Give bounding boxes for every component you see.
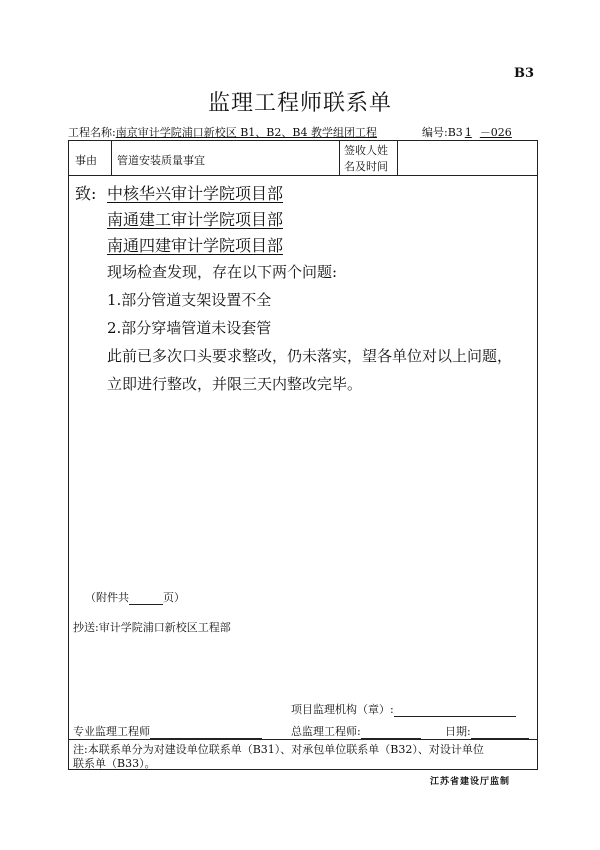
org-label: 项目监理机构（章）: [291,703,394,716]
org-blank [394,704,516,717]
form-code: B3 [514,66,535,81]
body-line-1: 现场检查发现，存在以下两个问题: [107,263,338,281]
page-title: 监理工程师联系单 [207,91,392,116]
project-info [68,124,377,140]
sign-label-line1: 签收人姓 [344,144,388,157]
recipient-3: 南通四建审计学院项目部 [107,236,284,255]
attachment-blank [129,592,163,605]
body-line-5: 立即进行整改，并限三天内整改完毕。 [107,375,363,393]
number-value: 1 [464,126,472,139]
column-divider [339,141,340,175]
subject-value: 管道安装质量事宜 [117,154,205,167]
body-line-3: 2.部分穿墙管道未设套管 [107,319,272,337]
to-prefix: 致: [75,184,97,203]
sign-label-line2: 名及时间 [344,160,388,173]
note-divider [69,739,537,740]
form-number [422,124,512,140]
column-divider [397,141,398,175]
note-line-2: 联系单（B33）。 [73,757,156,770]
date-label: 日期: [445,725,471,738]
number-label: 编号: [422,126,448,139]
date-row [445,723,529,739]
sign-field [403,143,533,173]
recipient-2: 南通建工审计学院项目部 [107,210,284,229]
engineer-row [73,723,262,739]
date-blank [471,726,529,739]
form-frame [68,140,538,770]
attachment-suffix: 页） [163,591,185,604]
number-prefix: B3 [447,126,463,139]
recipient-1: 中核华兴审计学院项目部 [107,184,284,203]
attachment-count [85,589,185,605]
issuer-footer: 江苏省建设厅监制 [430,777,511,787]
column-divider [111,141,112,175]
attachment-prefix: （附件共 [85,591,129,604]
engineer-label: 专业监理工程师 [73,725,150,738]
project-name: 南京审计学院浦口新校区 B1、B2、B4 教学组团工程 [115,126,377,139]
subject-label: 事由 [75,154,97,167]
project-label: 工程名称: [68,126,116,139]
number-suffix: －026 [479,126,512,139]
cc-line: 抄送:审计学院浦口新校区工程部 [73,621,231,634]
engineer-blank [150,726,262,739]
chief-blank [361,726,421,739]
header-divider [69,175,537,176]
org-seal-row [291,701,516,717]
chief-row [291,723,421,739]
body-line-4: 此前已多次口头要求整改，仍未落实，望各单位对以上问题， [107,347,513,365]
body-line-2: 1.部分管道支架设置不全 [107,291,272,309]
chief-label: 总监理工程师: [291,725,361,738]
note-line-1: 注:本联系单分为对建设单位联系单（B31）、对承包单位联系单（B32）、对设计单位 [73,743,484,756]
